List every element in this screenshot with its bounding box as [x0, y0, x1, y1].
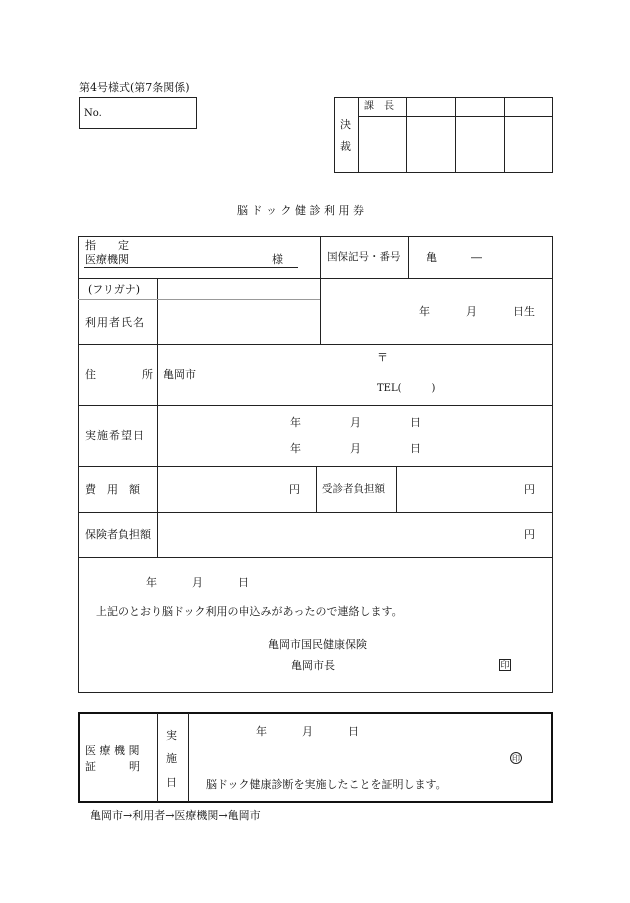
desired-date-2-day: 日	[410, 442, 421, 455]
cost-label: 費 用 額	[85, 483, 140, 496]
notice-org: 亀岡市国民健康保険	[268, 638, 367, 651]
kokuho-dash: ―	[471, 251, 482, 264]
cert-vertical-1: 実	[166, 729, 177, 742]
approval-kacho-label: 課 長	[364, 101, 394, 112]
number-label: No.	[84, 108, 102, 119]
main-form-box	[78, 236, 553, 693]
routing-flow: 亀岡市→利用者→医療機関→亀岡市	[90, 809, 261, 822]
desired-date-1-year: 年	[290, 416, 301, 429]
patient-burden-label: 受診者負担額	[322, 483, 385, 495]
insurer-burden-yen: 円	[524, 528, 535, 541]
notice-year: 年	[146, 576, 157, 589]
cert-year: 年	[256, 725, 267, 738]
name-label: 利用者氏名	[85, 316, 145, 329]
notice-mayor: 亀岡市長	[291, 659, 335, 672]
desired-date-2-month: 月	[350, 442, 361, 455]
cert-seal: 印	[512, 754, 520, 763]
approval-side-label-2: 裁	[340, 140, 351, 153]
notice-month: 月	[192, 576, 203, 589]
address-postal: 〒	[377, 351, 388, 364]
desired-date-1-day: 日	[410, 416, 421, 429]
cert-day: 日	[348, 725, 359, 738]
insurer-burden-label: 保険者負担額	[85, 528, 151, 541]
cert-month: 月	[302, 725, 313, 738]
desired-date-label: 実施希望日	[85, 429, 145, 442]
form-title: 脳 ド ッ ク 健 診 利 用 券	[237, 204, 364, 217]
cert-text: 脳ドック健康診断を実施したことを証明します。	[206, 778, 447, 791]
cert-vertical-3: 日	[166, 776, 177, 789]
cert-label-1: 医 療 機 関	[85, 744, 140, 757]
institution-name-line	[84, 267, 298, 268]
furigana-label: (フリガナ)	[88, 283, 141, 296]
institution-label-1: 指 定	[85, 239, 129, 252]
desired-date-2-year: 年	[290, 442, 301, 455]
birth-month-label: 月	[466, 305, 477, 318]
cost-yen: 円	[289, 483, 300, 496]
address-label-1: 住	[85, 368, 96, 381]
cert-vertical-2: 施	[166, 752, 177, 765]
notice-text: 上記のとおり脳ドック利用の申込みがあったので連絡します。	[96, 605, 403, 618]
address-label-2: 所	[142, 368, 153, 381]
notice-day: 日	[238, 576, 249, 589]
patient-burden-yen: 円	[524, 483, 535, 496]
desired-date-1-month: 月	[350, 416, 361, 429]
form-id: 第4号様式(第7条関係)	[79, 81, 190, 94]
birth-day-label: 日生	[513, 305, 535, 318]
institution-sama: 様	[272, 253, 283, 266]
birth-year-label: 年	[419, 305, 430, 318]
notice-seal: 印	[500, 661, 510, 671]
institution-label-2: 医療機関	[85, 253, 129, 266]
cert-label-2: 証 明	[85, 760, 140, 773]
kokuho-prefix: 亀	[426, 251, 437, 264]
approval-side-label-1: 決	[340, 118, 351, 131]
address-tel: TEL( )	[377, 383, 436, 394]
address-city: 亀岡市	[163, 368, 196, 381]
kokuho-label: 国保記号・番号	[327, 251, 401, 263]
